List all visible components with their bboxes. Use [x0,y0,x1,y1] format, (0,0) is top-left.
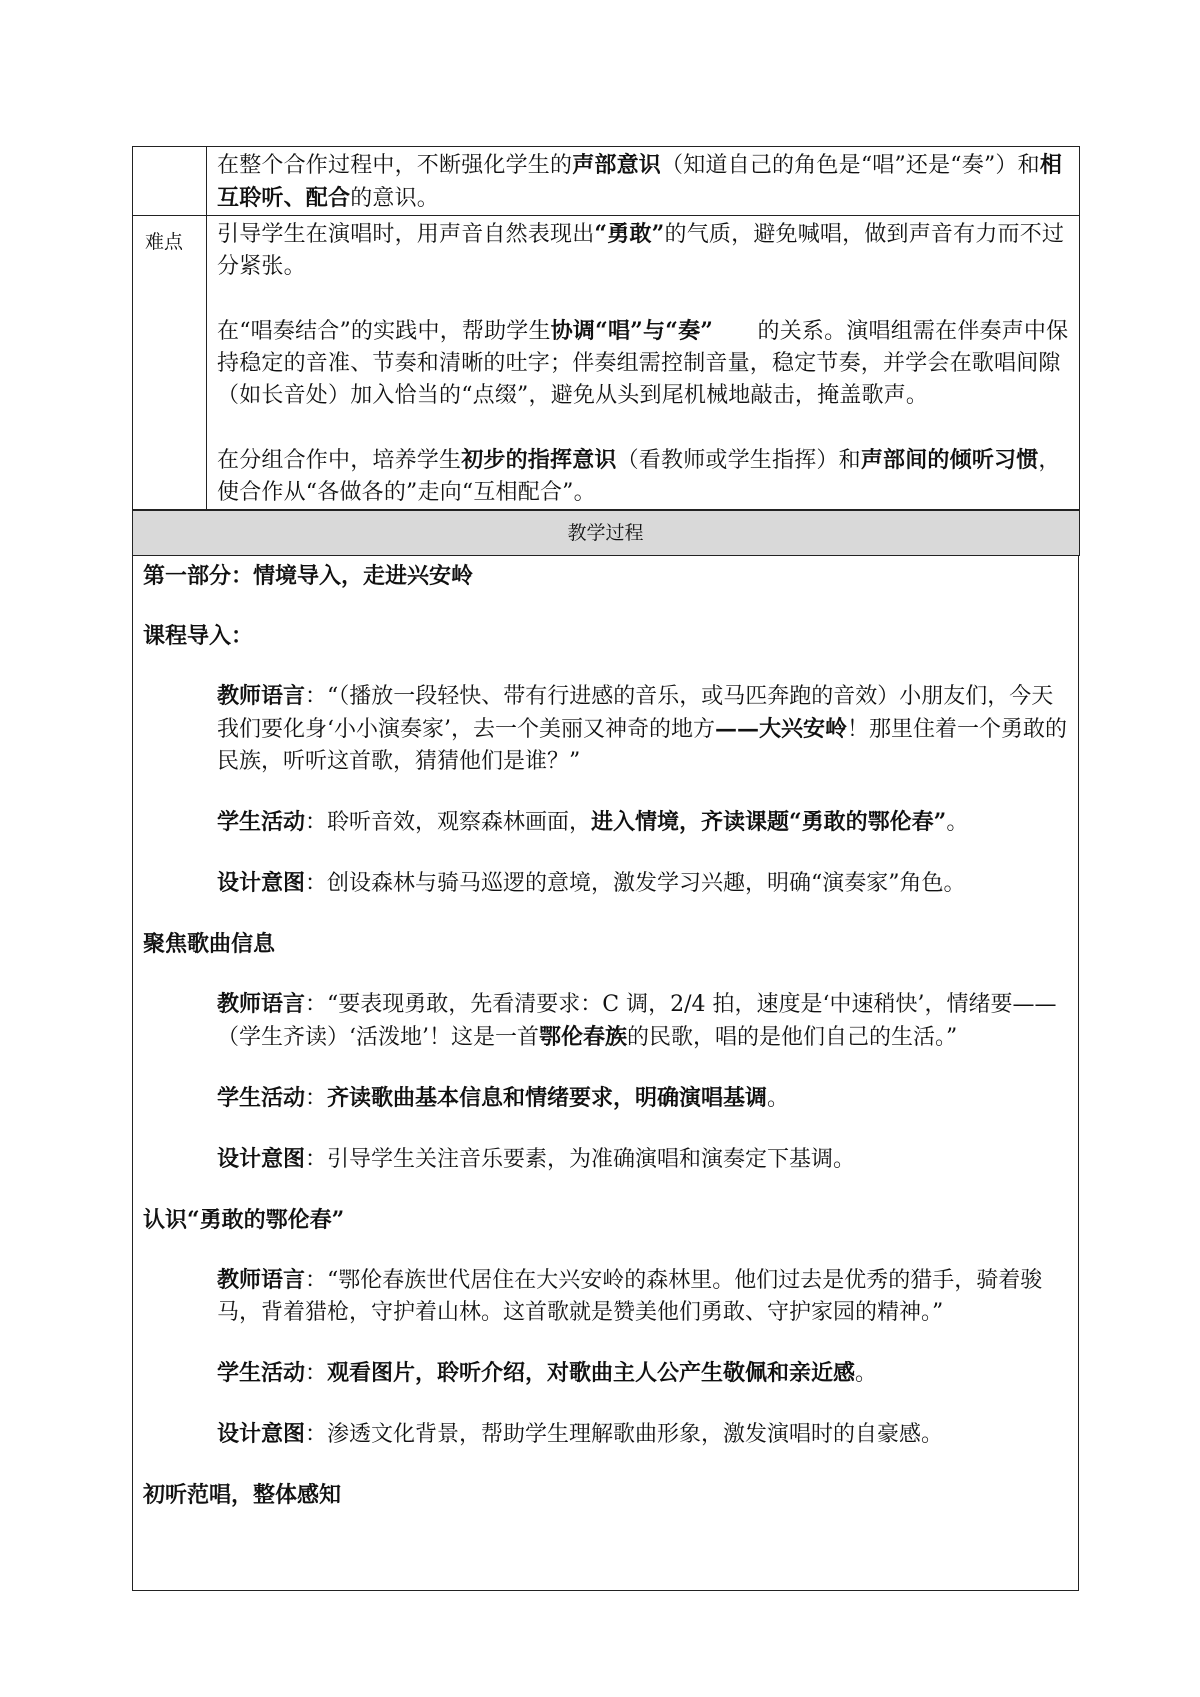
part1-title: 第一部分：情境导入，走进兴安岭 [143,563,474,589]
difficulty-paragraph-2: 在“唱奏结合”的实践中，帮助学生协调“唱”与“奏” 的关系。演唱组需在伴奏声中保持稳定的音准、节奏和清晰的吐字；伴奏组需控制音量，稳定节奏，并学会在歌唱间隙（如长音处）加入恰当的“点缀”，避免从头到尾机械地敲击，掩盖歌声。 [217,318,1069,408]
difficulty-content-cell [207,216,1080,510]
intro-design-intent: 设计意图：创设森林与骑马巡逻的意境，激发学习兴趣，明确“演奏家”角色。 [217,870,966,896]
difficulty-row [133,216,1080,510]
goals-paragraph: 在整个合作过程中，不断强化学生的声部意识（知道自己的角色是“唱”还是“奏”）和相互聆听、配合的意识。 [217,152,1063,211]
goals-content-cell [207,147,1080,216]
intro-student-activity: 学生活动：聆听音效，观察森林画面，进入情境，齐读课题“勇敢的鄂伦春”。 [217,809,969,835]
objectives-table [132,146,1080,510]
intro-title: 课程导入： [143,623,254,649]
know-design-intent: 设计意图：渗透文化背景，帮助学生理解歌曲形象，激发演唱时的自豪感。 [217,1421,944,1447]
lesson-plan-page [132,146,1080,1591]
focus-title: 聚焦歌曲信息 [143,931,276,957]
intro-teacher-language: 教师语言：“（播放一段轻快、带有行进感的音乐，或马匹奔跑的音效）小朋友们，今天我们要化身‘小小演奏家’，去一个美丽又神奇的地方——大兴安岭！那里住着一个勇敢的民族，听听这首歌，猜猜他们是谁？” [217,683,1068,774]
teaching-process-section [132,510,1079,1591]
goals-label-cell [133,147,207,216]
know-student-activity: 学生活动：观看图片，聆听介绍，对歌曲主人公产生敬佩和亲近感。 [217,1360,878,1386]
listen-title: 初听范唱，整体感知 [143,1482,342,1508]
focus-student-activity: 学生活动：齐读歌曲基本信息和情绪要求，明确演唱基调。 [217,1085,790,1111]
goals-row [133,147,1080,216]
teaching-process-header: 教学过程 [132,510,1080,556]
difficulty-paragraph-1: 引导学生在演唱时，用声音自然表现出“勇敢”的气质，避免喊唱，做到声音有力而不过分紧张。 [217,221,1065,279]
focus-design-intent: 设计意图：引导学生关注音乐要素，为准确演唱和演奏定下基调。 [217,1146,856,1172]
know-teacher-language: 教师语言：“鄂伦春族世代居住在大兴安岭的森林里。他们过去是优秀的猎手，骑着骏马，背着猎枪，守护着山林。这首歌就是赞美他们勇敢、守护家园的精神。” [217,1267,1043,1325]
focus-teacher-language: 教师语言：“要表现勇敢，先看清要求：C 调，2/4 拍，速度是‘中速稍快’，情绪要——（学生齐读）‘活泼地’！这是一首鄂伦春族的民歌，唱的是他们自己的生活。” [217,991,1057,1050]
know-title: 认识“勇敢的鄂伦春” [143,1207,345,1233]
teaching-process-body [133,556,1078,1590]
difficulty-paragraph-3: 在分组合作中，培养学生初步的指挥意识（看教师或学生指挥）和声部间的倾听习惯，使合作从“各做各的”走向“互相配合”。 [217,447,1061,505]
difficulty-label: 难点 [133,216,207,510]
